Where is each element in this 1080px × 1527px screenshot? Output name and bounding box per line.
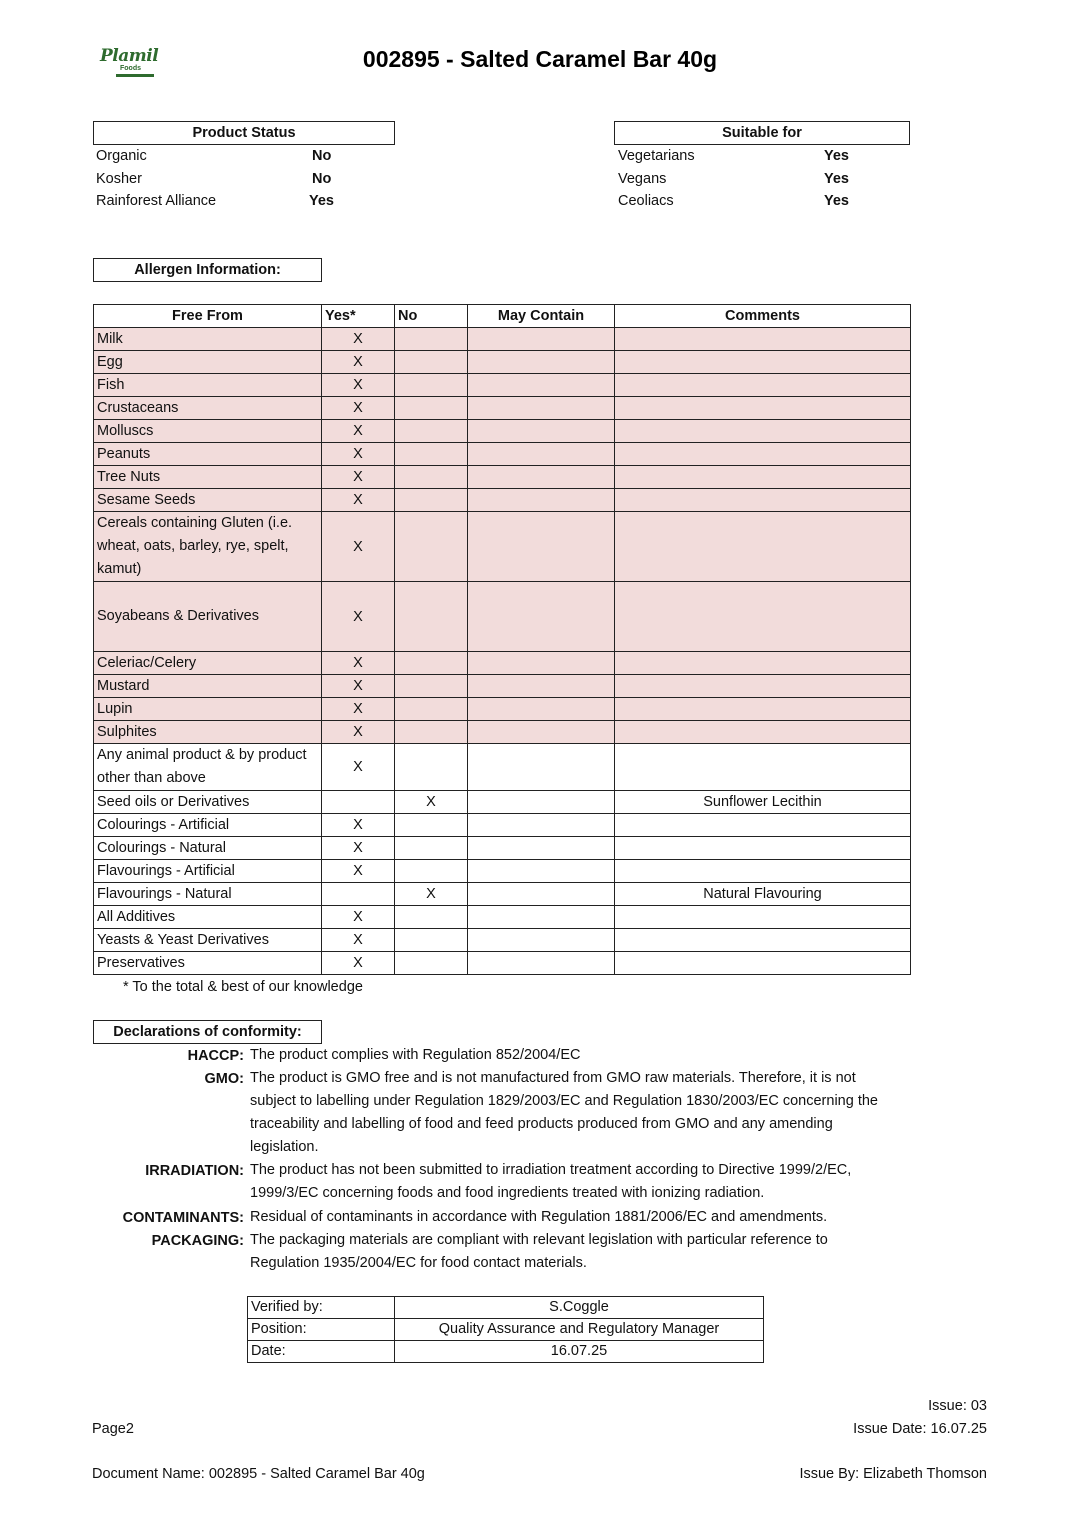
free-from-yes-cell: X (322, 512, 395, 582)
table-row (248, 1341, 764, 1363)
free-from-yes-cell: X (322, 652, 395, 675)
footer-document-name: Document Name: 002895 - Salted Caramel Bar 40g (92, 1466, 425, 1482)
may-contain-cell (468, 744, 615, 791)
may-contain-cell (468, 952, 615, 975)
free-from-yes-cell: X (322, 443, 395, 466)
free-from-no-cell (395, 675, 468, 698)
product-status-label: Rainforest Alliance (96, 193, 217, 209)
date-value: 16.07.25 (395, 1341, 764, 1363)
allergen-name-cell: Yeasts & Yeast Derivatives (94, 929, 322, 952)
suitable-for-label: Vegetarians (618, 148, 695, 164)
declarations-heading: Declarations of conformity: (93, 1020, 322, 1044)
free-from-yes-cell: X (322, 721, 395, 744)
free-from-yes-cell: X (322, 929, 395, 952)
allergen-table (93, 304, 911, 975)
table-row (94, 929, 911, 952)
allergen-name-cell: Egg (94, 351, 322, 374)
footer-issue: Issue: 03 (928, 1398, 987, 1414)
allergen-name-cell: Colourings - Natural (94, 837, 322, 860)
column-header-comments: Comments (615, 305, 911, 328)
table-row (94, 489, 911, 512)
verified-by-value: S.Coggle (395, 1297, 764, 1319)
page-title: 002895 - Salted Caramel Bar 40g (362, 46, 718, 72)
allergen-name-cell: Cereals containing Gluten (i.e. wheat, oats, barley, rye, spelt, kamut) (94, 512, 322, 582)
table-row (94, 814, 911, 837)
table-row (94, 466, 911, 489)
comment-cell (615, 929, 911, 952)
may-contain-cell (468, 512, 615, 582)
declaration-label-haccp: HACCP: (187, 1048, 244, 1064)
declaration-text-contaminants: Residual of contaminants in accordance with Regulation 1881/2006/EC and amendments. (250, 1209, 828, 1225)
table-row (94, 397, 911, 420)
table-row (94, 374, 911, 397)
comment-cell (615, 582, 911, 652)
product-status-label: Kosher (96, 171, 142, 187)
comment-cell: Natural Flavouring (615, 883, 911, 906)
table-row (94, 652, 911, 675)
free-from-no-cell (395, 860, 468, 883)
may-contain-cell (468, 420, 615, 443)
allergen-name-cell: Flavourings - Artificial (94, 860, 322, 883)
may-contain-cell (468, 652, 615, 675)
allergen-name-cell: Celeriac/Celery (94, 652, 322, 675)
table-row (94, 351, 911, 374)
declaration-text-haccp: The product complies with Regulation 852/2004/EC (250, 1047, 581, 1063)
position-label: Position: (248, 1319, 395, 1341)
table-row (94, 512, 911, 582)
free-from-no-cell: X (395, 791, 468, 814)
free-from-yes-cell: X (322, 675, 395, 698)
comment-cell (615, 675, 911, 698)
free-from-yes-cell (322, 883, 395, 906)
free-from-no-cell (395, 397, 468, 420)
free-from-no-cell (395, 952, 468, 975)
comment-cell (615, 860, 911, 883)
may-contain-cell (468, 929, 615, 952)
may-contain-cell (468, 860, 615, 883)
may-contain-cell (468, 814, 615, 837)
may-contain-cell (468, 582, 615, 652)
table-row (248, 1319, 764, 1341)
may-contain-cell (468, 443, 615, 466)
free-from-no-cell (395, 351, 468, 374)
table-row (94, 698, 911, 721)
footer-page: Page2 (92, 1421, 134, 1437)
declaration-text-irradiation: The product has not been submitted to irradiation treatment according to Directive 1999/2/EC, 1999/3/EC concerning foods and food ingredients treated with ionizing radiation. (250, 1162, 852, 1201)
free-from-no-cell (395, 652, 468, 675)
date-label: Date: (248, 1341, 395, 1363)
allergen-name-cell: Sesame Seeds (94, 489, 322, 512)
free-from-yes-cell: X (322, 837, 395, 860)
comment-cell: Sunflower Lecithin (615, 791, 911, 814)
free-from-yes-cell: X (322, 420, 395, 443)
logo-bar (116, 74, 154, 77)
may-contain-cell (468, 791, 615, 814)
free-from-no-cell (395, 721, 468, 744)
allergen-name-cell: Seed oils or Derivatives (94, 791, 322, 814)
table-row (94, 582, 911, 652)
verified-by-label: Verified by: (248, 1297, 395, 1319)
allergen-name-cell: Soyabeans & Derivatives (94, 582, 322, 652)
free-from-yes-cell: X (322, 489, 395, 512)
may-contain-cell (468, 351, 615, 374)
table-row (94, 675, 911, 698)
suitable-for-header: Suitable for (614, 121, 910, 145)
allergen-footnote: * To the total & best of our knowledge (123, 979, 363, 995)
table-row (94, 860, 911, 883)
comment-cell (615, 328, 911, 351)
table-row (94, 744, 911, 791)
free-from-no-cell (395, 420, 468, 443)
comment-cell (615, 443, 911, 466)
allergen-name-cell: Crustaceans (94, 397, 322, 420)
table-row (94, 952, 911, 975)
declaration-text-packaging: The packaging materials are compliant with relevant legislation with particular reference to Regulation 1935/2004/EC for food contact materials. (250, 1232, 828, 1271)
comment-cell (615, 512, 911, 582)
comment-cell (615, 744, 911, 791)
free-from-no-cell (395, 698, 468, 721)
verification-table (247, 1296, 764, 1363)
comment-cell (615, 397, 911, 420)
declaration-text-gmo: The product is GMO free and is not manufactured from GMO raw materials. Therefore, it is not subject to labelling under Regulation 1829/2003/EC and Regulation 1830/2003/EC concerning the traceability and labelling of food and feed products produced from GMO and any amending legislation. (250, 1070, 878, 1155)
declaration-label-irradiation: IRRADIATION: (145, 1163, 244, 1179)
allergen-name-cell: Sulphites (94, 721, 322, 744)
free-from-yes-cell: X (322, 466, 395, 489)
comment-cell (615, 952, 911, 975)
free-from-yes-cell: X (322, 397, 395, 420)
comment-cell (615, 814, 911, 837)
free-from-no-cell (395, 744, 468, 791)
free-from-yes-cell: X (322, 582, 395, 652)
table-row (248, 1297, 764, 1319)
column-header-yes: Yes* (322, 305, 395, 328)
free-from-yes-cell (322, 791, 395, 814)
allergen-heading: Allergen Information: (93, 258, 322, 282)
free-from-yes-cell: X (322, 351, 395, 374)
may-contain-cell (468, 721, 615, 744)
free-from-no-cell (395, 929, 468, 952)
product-status-header: Product Status (93, 121, 395, 145)
free-from-no-cell (395, 443, 468, 466)
free-from-yes-cell: X (322, 374, 395, 397)
comment-cell (615, 906, 911, 929)
free-from-yes-cell: X (322, 328, 395, 351)
free-from-no-cell (395, 582, 468, 652)
product-status-value: Yes (309, 193, 334, 209)
free-from-no-cell (395, 814, 468, 837)
table-row (94, 906, 911, 929)
comment-cell (615, 466, 911, 489)
free-from-no-cell (395, 906, 468, 929)
table-row (94, 420, 911, 443)
comment-cell (615, 721, 911, 744)
free-from-yes-cell: X (322, 744, 395, 791)
table-row (94, 791, 911, 814)
comment-cell (615, 374, 911, 397)
free-from-no-cell (395, 512, 468, 582)
free-from-no-cell (395, 374, 468, 397)
may-contain-cell (468, 328, 615, 351)
allergen-name-cell: Lupin (94, 698, 322, 721)
free-from-yes-cell: X (322, 906, 395, 929)
suitable-for-label: Vegans (618, 171, 667, 187)
allergen-name-cell: Fish (94, 374, 322, 397)
suitable-for-value: Yes (824, 171, 849, 187)
may-contain-cell (468, 883, 615, 906)
allergen-name-cell: Molluscs (94, 420, 322, 443)
allergen-name-cell: Milk (94, 328, 322, 351)
table-row (94, 883, 911, 906)
table-row (94, 837, 911, 860)
column-header-may-contain: May Contain (468, 305, 615, 328)
free-from-no-cell (395, 837, 468, 860)
position-value: Quality Assurance and Regulatory Manager (395, 1319, 764, 1341)
column-header-no: No (395, 305, 468, 328)
column-header-free-from: Free From (94, 305, 322, 328)
suitable-for-label: Ceoliacs (618, 193, 674, 209)
free-from-yes-cell: X (322, 698, 395, 721)
allergen-name-cell: Colourings - Artificial (94, 814, 322, 837)
suitable-for-value: Yes (824, 148, 849, 164)
allergen-name-cell: All Additives (94, 906, 322, 929)
may-contain-cell (468, 489, 615, 512)
product-status-value: No (312, 148, 332, 164)
suitable-for-value: Yes (824, 193, 849, 209)
footer-issue-by: Issue By: Elizabeth Thomson (799, 1466, 987, 1482)
declaration-label-gmo: GMO: (204, 1071, 244, 1087)
table-row (94, 721, 911, 744)
product-status-label: Organic (96, 148, 147, 164)
free-from-yes-cell: X (322, 860, 395, 883)
free-from-yes-cell: X (322, 952, 395, 975)
product-status-value: No (312, 171, 332, 187)
free-from-no-cell (395, 489, 468, 512)
may-contain-cell (468, 698, 615, 721)
comment-cell (615, 420, 911, 443)
footer-issue-date: Issue Date: 16.07.25 (853, 1421, 987, 1437)
free-from-yes-cell: X (322, 814, 395, 837)
allergen-name-cell: Any animal product & by product other than above (94, 744, 322, 791)
allergen-name-cell: Mustard (94, 675, 322, 698)
comment-cell (615, 698, 911, 721)
allergen-name-cell: Flavourings - Natural (94, 883, 322, 906)
free-from-no-cell (395, 466, 468, 489)
declaration-label-packaging: PACKAGING: (151, 1233, 244, 1249)
allergen-name-cell: Peanuts (94, 443, 322, 466)
may-contain-cell (468, 906, 615, 929)
table-row (94, 328, 911, 351)
may-contain-cell (468, 675, 615, 698)
logo-subtext: Foods (120, 65, 141, 72)
may-contain-cell (468, 374, 615, 397)
logo-wordmark: Plamil (100, 46, 159, 66)
may-contain-cell (468, 837, 615, 860)
comment-cell (615, 652, 911, 675)
declaration-label-contaminants: CONTAMINANTS: (122, 1210, 244, 1226)
table-header-row (94, 305, 911, 328)
comment-cell (615, 351, 911, 374)
free-from-no-cell (395, 328, 468, 351)
comment-cell (615, 837, 911, 860)
allergen-name-cell: Preservatives (94, 952, 322, 975)
allergen-name-cell: Tree Nuts (94, 466, 322, 489)
comment-cell (615, 489, 911, 512)
may-contain-cell (468, 397, 615, 420)
may-contain-cell (468, 466, 615, 489)
table-row (94, 443, 911, 466)
free-from-no-cell: X (395, 883, 468, 906)
